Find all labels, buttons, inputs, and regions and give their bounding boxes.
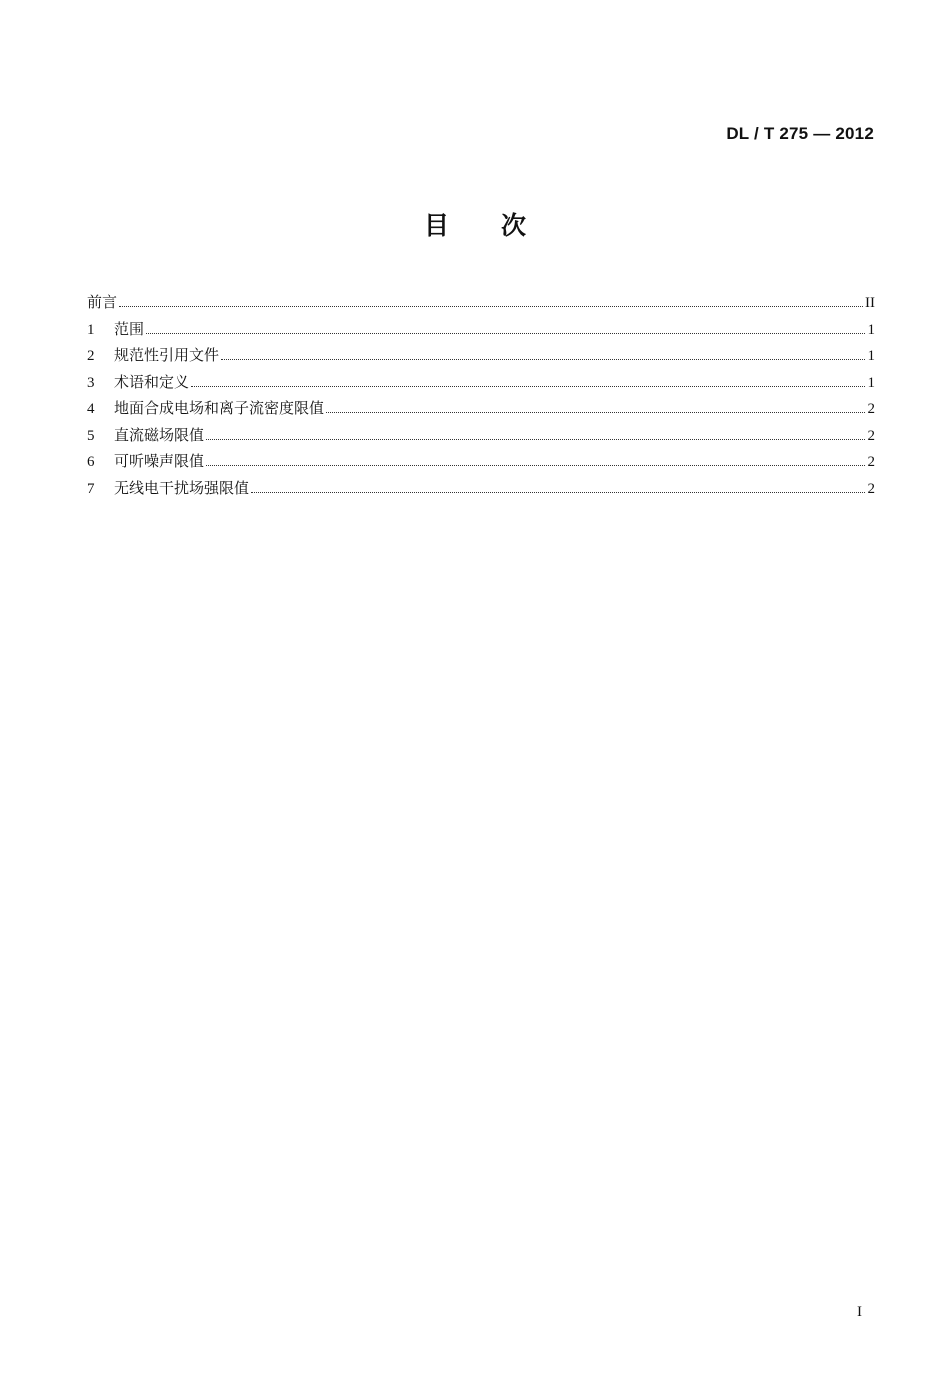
toc-entry-number: 7 (87, 480, 95, 497)
toc-entry-text: 前言 (87, 293, 118, 311)
toc-entry-number: 2 (87, 348, 95, 364)
toc-entry-page: 1 (867, 321, 875, 338)
toc-leader-dots (221, 358, 865, 360)
toc-entry-4[interactable] (87, 395, 875, 422)
toc-entry-text: 规范性引用文件 (114, 346, 220, 364)
toc-entry-7[interactable] (87, 475, 875, 502)
toc-entry-page: 2 (867, 401, 875, 417)
toc-entry-foreword[interactable] (87, 289, 875, 316)
toc-entry-page: 1 (867, 374, 875, 391)
toc-entry-2[interactable] (87, 342, 875, 369)
table-of-contents (87, 289, 875, 501)
toc-entry-page: 2 (867, 427, 875, 444)
toc-entry-page: 1 (867, 348, 875, 364)
page-number: I (857, 1304, 862, 1320)
toc-entry-text: 直流磁场限值 (114, 425, 205, 444)
toc-entry-text: 可听噪声限值 (114, 452, 205, 470)
toc-entry-number: 6 (87, 454, 95, 470)
toc-leader-dots (191, 385, 865, 387)
toc-entry-number: 1 (87, 321, 95, 338)
toc-entry-text: 范围 (114, 319, 145, 338)
toc-entry-number: 4 (87, 401, 95, 417)
toc-leader-dots (326, 411, 865, 413)
toc-leader-dots (206, 438, 865, 440)
page-title: 目次 (423, 211, 578, 240)
toc-entry-page: 2 (867, 480, 875, 497)
toc-entry-page: 2 (867, 454, 875, 470)
toc-leader-dots (206, 464, 865, 466)
toc-entry-text: 无线电干扰场强限值 (114, 478, 250, 497)
toc-entry-6[interactable] (87, 448, 875, 475)
toc-entry-text: 术语和定义 (114, 372, 190, 391)
toc-entry-text: 地面合成电场和离子流密度限值 (114, 399, 325, 417)
toc-entry-1[interactable] (87, 316, 875, 343)
toc-leader-dots (119, 305, 863, 307)
toc-entry-3[interactable] (87, 369, 875, 396)
toc-leader-dots (146, 332, 865, 334)
toc-entry-5[interactable] (87, 422, 875, 449)
toc-entry-page: II (865, 295, 875, 311)
toc-entry-number: 3 (87, 374, 95, 391)
toc-entry-number: 5 (87, 427, 95, 444)
toc-leader-dots (251, 491, 865, 493)
standard-code: DL / T 275 — 2012 (726, 124, 874, 143)
